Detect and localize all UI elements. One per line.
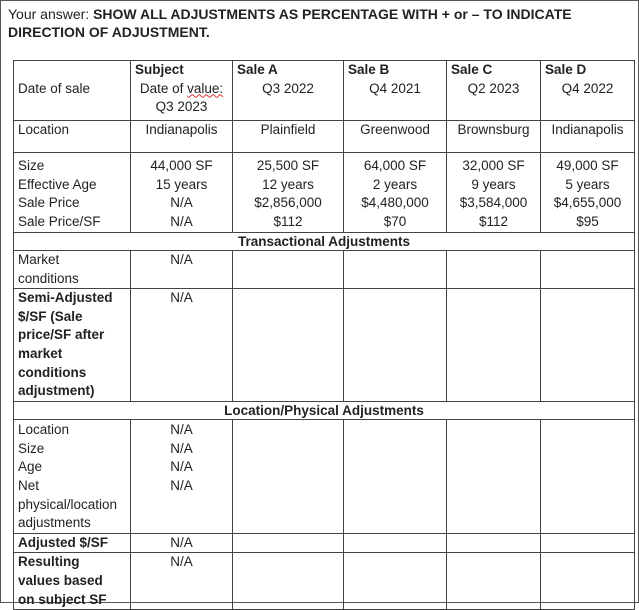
sale-b-header-cell xyxy=(344,61,447,121)
answer-prefix: Your answer: xyxy=(8,6,94,22)
sale-a-age: 12 years xyxy=(262,176,314,192)
result-text-1: Resulting xyxy=(18,554,80,570)
sale-a-semi-adjusted-input[interactable] xyxy=(233,289,344,402)
sale-b-size: 64,000 SF xyxy=(363,158,427,173)
sale-b-price: $4,480,000 xyxy=(361,195,429,211)
subject-property-cell xyxy=(131,153,233,233)
subject-phys-size: N/A xyxy=(170,440,193,456)
subject-phys-age: N/A xyxy=(170,459,193,475)
sale-b-location: Greenwood xyxy=(344,121,447,153)
sale-c-size: 32,000 SF xyxy=(462,158,525,173)
subject-date-text-1: Date of xyxy=(139,80,188,96)
market-text-1: Market xyxy=(18,252,60,267)
semi-text-4: market xyxy=(18,345,63,361)
semi-text-1: Semi-Adjusted xyxy=(18,290,113,306)
sale-d-date: Q4 2022 xyxy=(561,80,614,96)
sale-c-location: Brownsburg xyxy=(447,121,541,153)
subject-adjusted-sf: N/A xyxy=(131,533,233,553)
semi-text-3: price/SF after xyxy=(18,327,105,343)
subject-location: Indianapolis xyxy=(131,121,233,153)
sale-d-price: $4,655,000 xyxy=(553,195,622,211)
sale-b-adjusted-sf-input[interactable] xyxy=(344,533,447,553)
sale-d-location: Indianapolis xyxy=(541,121,635,153)
sale-d-price-sf: $95 xyxy=(576,213,599,229)
subject-header-cell xyxy=(131,61,233,121)
semi-text-6: adjustment) xyxy=(18,383,95,399)
label-phys-size: Size xyxy=(18,440,45,456)
subject-price-sf: N/A xyxy=(170,213,193,229)
sale-b-market-adjustment-input[interactable] xyxy=(344,251,447,289)
sale-c-price-sf: $112 xyxy=(478,213,509,229)
section-physical-adjustments: Location/Physical Adjustments xyxy=(14,402,635,420)
instruction-text: SHOW ALL ADJUSTMENTS AS PERCENTAGE WITH + or – TO INDICATE DIRECTION OF ADJUSTMENT. xyxy=(8,6,572,40)
sale-a-adjusted-sf-input[interactable] xyxy=(233,533,344,553)
subject-date-text-2: value: xyxy=(187,80,224,96)
sale-c-header-cell xyxy=(447,61,541,121)
property-labels-cell xyxy=(14,153,131,233)
label-sale-price: Sale Price xyxy=(18,195,80,211)
label-size: Size xyxy=(18,158,45,173)
subject-age: 15 years xyxy=(155,176,208,192)
subject-size: 44,000 SF xyxy=(150,158,213,173)
subject-resulting-values: N/A xyxy=(131,553,233,610)
net-text-2: physical/location xyxy=(18,496,118,512)
sale-d-adjusted-sf-input[interactable] xyxy=(541,533,635,553)
sale-d-physical-adjustment-input[interactable] xyxy=(541,420,635,534)
sale-d-header-cell xyxy=(541,61,635,121)
sale-b-title: Sale B xyxy=(348,62,390,77)
sale-a-physical-adjustment-input[interactable] xyxy=(233,420,344,534)
sale-b-physical-adjustment-input[interactable] xyxy=(344,420,447,534)
label-phys-location: Location xyxy=(18,422,70,438)
adjustment-grid xyxy=(13,60,635,610)
sale-c-market-adjustment-input[interactable] xyxy=(447,251,541,289)
sale-a-market-adjustment-input[interactable] xyxy=(233,251,344,289)
sale-c-title: Sale C xyxy=(451,62,493,77)
subject-title: Subject xyxy=(135,62,184,77)
label-effective-age: Effective Age xyxy=(18,176,97,192)
sale-c-date: Q2 2023 xyxy=(467,80,520,96)
label-phys-age: Age xyxy=(18,459,43,475)
sale-c-resulting-value-input[interactable] xyxy=(447,553,541,610)
sale-c-property-cell xyxy=(447,153,541,233)
sale-b-price-sf: $70 xyxy=(383,213,407,229)
sale-a-property-cell xyxy=(233,153,344,233)
sale-d-size: 49,000 SF xyxy=(556,158,619,173)
subject-price: N/A xyxy=(170,195,193,211)
sale-d-market-adjustment-input[interactable] xyxy=(541,251,635,289)
sale-b-property-cell xyxy=(344,153,447,233)
label-market-conditions xyxy=(14,251,131,289)
sale-a-header-cell xyxy=(233,61,344,121)
sale-b-date: Q4 2021 xyxy=(369,80,421,96)
physical-labels-cell xyxy=(14,420,131,534)
sale-a-price: $2,856,000 xyxy=(254,195,322,211)
sale-a-size: 25,500 SF xyxy=(256,158,320,173)
subject-semi-adjusted: N/A xyxy=(131,289,233,402)
sale-a-title: Sale A xyxy=(237,62,278,77)
semi-text-5: conditions xyxy=(18,364,87,380)
net-text-1: Net xyxy=(18,477,40,493)
sale-b-semi-adjusted-input[interactable] xyxy=(344,289,447,402)
subject-phys-location: N/A xyxy=(170,422,193,438)
label-adjusted-sf: Adjusted $/SF xyxy=(14,533,131,553)
sale-c-semi-adjusted-input[interactable] xyxy=(447,289,541,402)
sale-d-age: 5 years xyxy=(565,176,610,192)
result-text-2: values based xyxy=(18,572,103,588)
subject-market-conditions: N/A xyxy=(131,251,233,289)
sale-a-resulting-value-input[interactable] xyxy=(233,553,344,610)
label-semi-adjusted xyxy=(14,289,131,402)
sale-b-resulting-value-input[interactable] xyxy=(344,553,447,610)
label-sale-price-sf: Sale Price/SF xyxy=(18,213,101,229)
subject-date-value: Q3 2023 xyxy=(155,99,208,115)
subject-phys-net: N/A xyxy=(170,477,193,493)
sale-d-property-cell xyxy=(541,153,635,233)
question-instruction xyxy=(8,5,628,41)
sale-c-adjusted-sf-input[interactable] xyxy=(447,533,541,553)
section-transactional-adjustments: Transactional Adjustments xyxy=(14,233,635,251)
semi-text-2: $/SF (Sale xyxy=(18,308,83,324)
sale-a-price-sf: $112 xyxy=(273,213,303,229)
sale-a-location: Plainfield xyxy=(233,121,344,153)
sale-d-semi-adjusted-input[interactable] xyxy=(541,289,635,402)
label-location: Location xyxy=(14,121,131,153)
market-text-2: conditions xyxy=(18,270,79,286)
sale-c-price: $3,584,000 xyxy=(459,195,528,211)
sale-d-title: Sale D xyxy=(545,62,587,77)
label-resulting-values xyxy=(14,553,131,610)
sale-b-age: 2 years xyxy=(372,176,418,192)
sale-d-resulting-value-input[interactable] xyxy=(541,553,635,610)
label-date-of-sale: Date of sale xyxy=(14,61,131,121)
sale-a-date: Q3 2022 xyxy=(262,80,314,96)
result-text-3: on subject SF xyxy=(18,591,107,607)
sale-c-age: 9 years xyxy=(471,176,516,192)
net-text-3: adjustments xyxy=(18,515,91,531)
sale-c-physical-adjustment-input[interactable] xyxy=(447,420,541,534)
subject-physical-cell xyxy=(131,420,233,534)
